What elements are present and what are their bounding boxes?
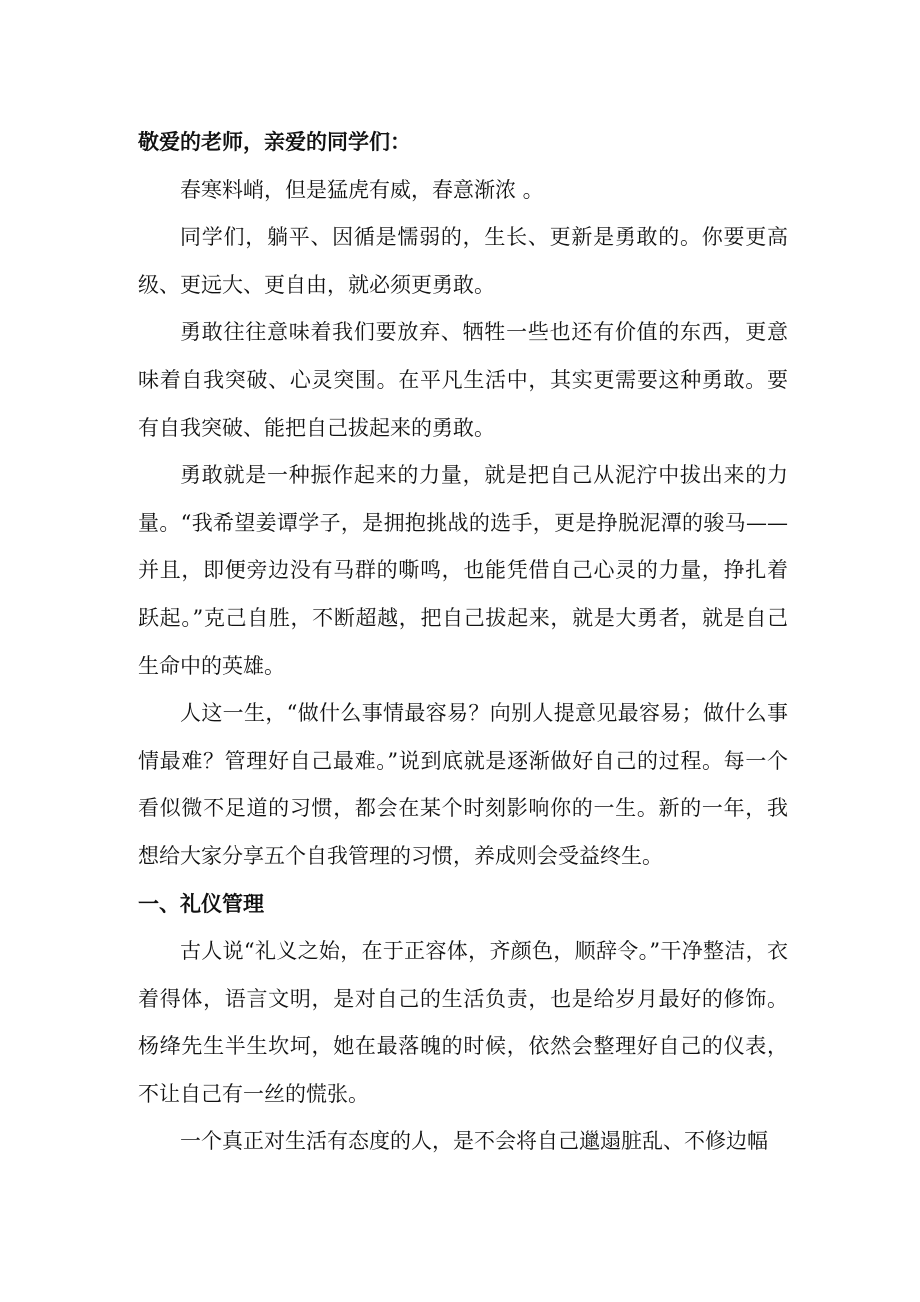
- paragraph-intro-5: 人这一生，“做什么事情最容易？向别人提意见最容易；做什么事情最难？管理好自己最难。”说到底就是逐渐做好自己的过程。每一个看似微不足道的习惯，都会在某个时刻影响你的一生。新的一年，我想给大家分享五个自我管理的习惯，养成则会受益终生。: [138, 701, 788, 868]
- paragraph-intro-4: 勇敢就是一种振作起来的力量，就是把自己从泥泞中拔出来的力量。“我希望姜谭学子，是拥抱挑战的选手，更是挣脱泥潭的骏马——并且，即便旁边没有马群的嘶鸣，也能凭借自己心灵的力量，挣扎着跃起。”克己自胜，不断超越，把自己拔起来，就是大勇者，就是自己生命中的英雄。: [138, 463, 788, 678]
- paragraph-intro-1: 春寒料峭，但是猛虎有威，春意渐浓 。: [180, 177, 544, 202]
- paragraph-intro-2: 同学们，躺平、因循是懦弱的，生长、更新是勇敢的。你要更高级、更远大、更自由，就必须更勇敢。: [138, 225, 788, 297]
- paragraph-intro-3: 勇敢往往意味着我们要放弃、牺牲一些也还有价值的东西，更意味着自我突破、心灵突围。在平凡生活中，其实更需要这种勇敢。要有自我突破、能把自己拔起来的勇敢。: [138, 320, 788, 440]
- document-body: [138, 119, 788, 1166]
- greeting-heading: 敬爱的老师，亲爱的同学们：: [138, 130, 411, 154]
- section-heading-etiquette: 一、礼仪管理: [138, 891, 264, 916]
- paragraph-section1-2: 一个真正对生活有态度的人，是不会将自己邋遢脏乱、不修边幅: [180, 1129, 768, 1154]
- paragraph-section1-1: 古人说“礼义之始，在于正容体，齐颜色，顺辞令。”干净整洁，衣着得体，语言文明，是对自己的生活负责，也是给岁月最好的修饰。杨绛先生半生坎坷，她在最落魄的时候，依然会整理好自己的仪表，不让自己有一丝的慌张。: [138, 939, 788, 1106]
